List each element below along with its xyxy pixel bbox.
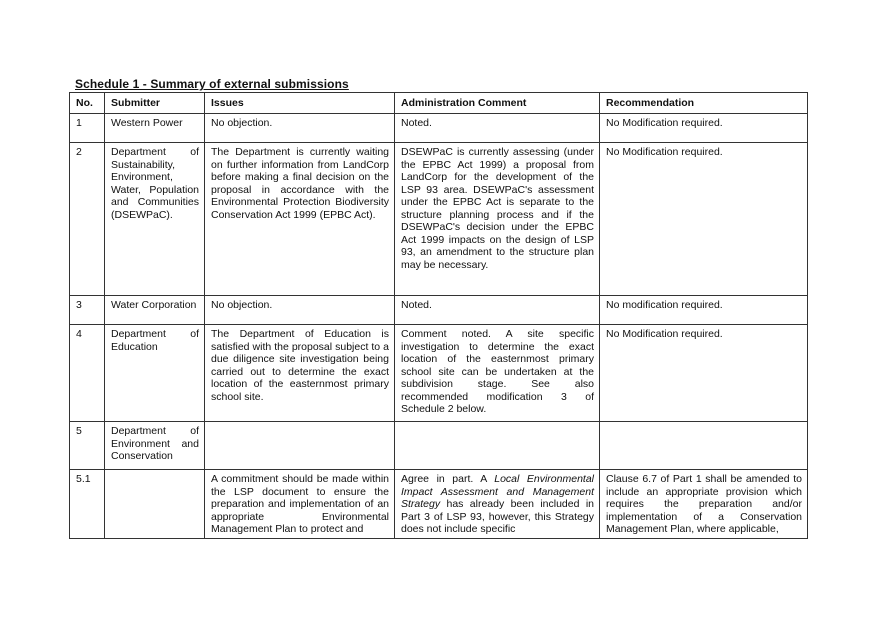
row-issues — [205, 422, 395, 470]
row-issues: The Department of Education is satisfied with the proposal subject to a due diligence site investigation being carried out to determine the exact location of the easternmost primary school site. — [205, 325, 395, 422]
row-submitter: Department of Education — [105, 325, 205, 422]
header-no: No. — [70, 93, 105, 114]
header-recommendation: Recommendation — [600, 93, 808, 114]
row-comment: Noted. — [395, 296, 600, 325]
header-issues: Issues — [205, 93, 395, 114]
table-row — [70, 296, 808, 325]
row-submitter: Department of Environment and Conservation — [105, 422, 205, 470]
header-administration-comment: Administration Comment — [395, 93, 600, 114]
row-issues: No objection. — [205, 114, 395, 143]
strategy-name: Local Environmental Impact Assessment and Management Strategy — [401, 473, 594, 510]
table-row — [70, 470, 808, 539]
row-submitter: Water Corporation — [105, 296, 205, 325]
row-comment: Noted. — [395, 114, 600, 143]
table-row — [70, 325, 808, 422]
row-issues: A commitment should be made within the LSP document to ensure the preparation and implementation of an appropriate Environmental Management Plan to protect and — [205, 470, 395, 539]
row-recommendation — [600, 422, 808, 470]
row-recommendation: No Modification required. — [600, 114, 808, 143]
row-recommendation: No Modification required. — [600, 143, 808, 296]
row-comment: DSEWPaC is currently assessing (under the EPBC Act 1999) a proposal from LandCorp for the development of the LSP 93 area. DSEWPaC's assessment under the EPBC Act is separate to the structure planning process and if the DSEWPaC's decision under the EPBC Act 1999 impacts on the design of LSP 93, an amendment to the structure plan may be necessary. — [395, 143, 600, 296]
table-row — [70, 143, 808, 296]
row-number: 2 — [70, 143, 105, 296]
row-submitter: Department of Sustainability, Environment, Water, Population and Communities (DSEWPaC). — [105, 143, 205, 296]
row-issues: No objection. — [205, 296, 395, 325]
comment-text: Agree in part. A — [401, 473, 495, 485]
row-submitter: Western Power — [105, 114, 205, 143]
table-row — [70, 114, 808, 143]
table-row — [70, 422, 808, 470]
row-submitter — [105, 470, 205, 539]
row-recommendation: Clause 6.7 of Part 1 shall be amended to include an appropriate provision which requires the preparation and/or implementation of a Conservation Management Plan, where applicable, — [600, 470, 808, 539]
row-comment: Comment noted. A site specific investigation to determine the exact location of the easternmost primary school site can be undertaken at the subdivision stage. See also recommended modification 3 of Schedule 2 below. — [395, 325, 600, 422]
row-comment — [395, 470, 600, 539]
table-header-row — [70, 93, 808, 114]
row-recommendation: No Modification required. — [600, 325, 808, 422]
row-number: 5 — [70, 422, 105, 470]
comment-text: has already been included in Part 3 of LSP 93, however, this Strategy does not include specific — [401, 498, 594, 535]
row-number: 5.1 — [70, 470, 105, 539]
page-title: Schedule 1 - Summary of external submissions — [75, 77, 349, 91]
row-comment — [395, 422, 600, 470]
row-issues: The Department is currently waiting on further information from LandCorp before making a final decision on the proposal in accordance with the Environmental Protection Biodiversity Conservation Act 1999 (EPBC Act). — [205, 143, 395, 296]
row-recommendation: No modification required. — [600, 296, 808, 325]
submissions-table — [69, 92, 808, 539]
row-number: 3 — [70, 296, 105, 325]
header-submitter: Submitter — [105, 93, 205, 114]
row-number: 1 — [70, 114, 105, 143]
row-number: 4 — [70, 325, 105, 422]
